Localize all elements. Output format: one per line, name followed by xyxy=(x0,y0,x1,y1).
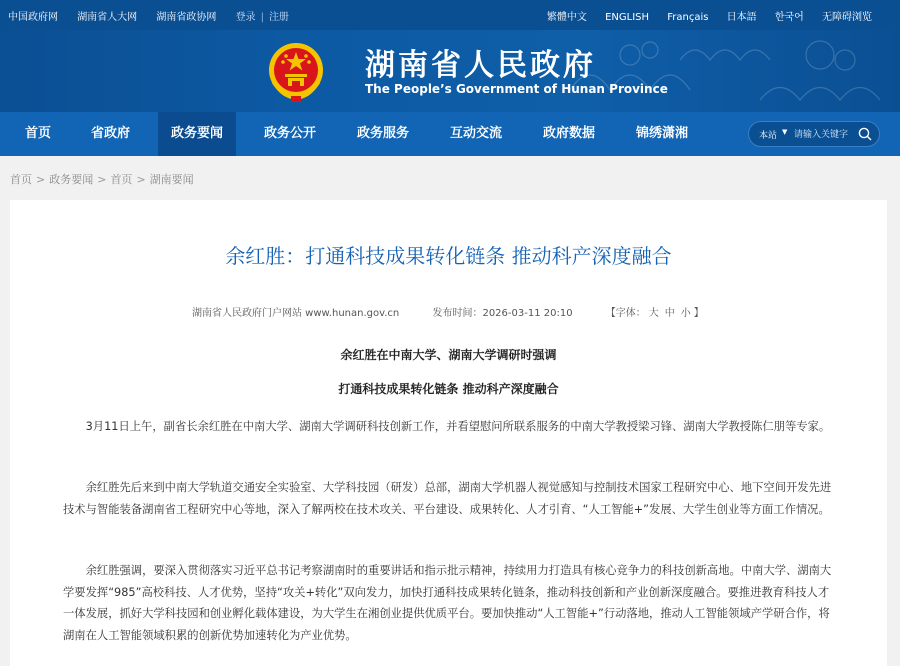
font-size-medium-button[interactable]: 中 xyxy=(664,308,675,319)
top-links xyxy=(8,8,305,23)
breadcrumb xyxy=(10,171,194,187)
search-scope-select[interactable]: 本站 xyxy=(759,131,778,141)
link-cppcc-hunan[interactable]: 湖南省政协网 xyxy=(156,12,217,23)
lang-japanese[interactable]: 日本語 xyxy=(726,12,757,23)
nav-government-data[interactable]: 政府数据 xyxy=(543,126,596,141)
breadcrumb-separator: > xyxy=(97,173,107,186)
lang-english[interactable]: ENGLISH xyxy=(605,12,650,23)
accessibility-link[interactable]: 无障碍浏览 xyxy=(822,12,872,23)
search-input[interactable] xyxy=(794,127,860,142)
article-paragraph-1: 3月11日上午，副省长余红胜在中南大学、湖南大学调研科技创新工作，并看望慰问所联系服务的中南大学教授梁习锋、湖南大学教授陈仁朋等专家。 xyxy=(85,420,831,433)
font-size-large-button[interactable]: 大 xyxy=(648,308,659,319)
article-container xyxy=(10,200,887,666)
login-link[interactable]: 登录 xyxy=(235,12,256,23)
lang-french[interactable]: Français xyxy=(667,12,709,23)
search-icon[interactable] xyxy=(857,126,873,142)
font-size-label-end: 】 xyxy=(693,308,704,319)
breadcrumb-government-news[interactable]: 政务要闻 xyxy=(49,173,94,186)
article-source: 湖南省人民政府门户网站 www.hunan.gov.cn xyxy=(192,308,400,319)
divider: | xyxy=(260,12,264,23)
link-gov-cn[interactable]: 中国政府网 xyxy=(8,12,58,23)
breadcrumb-separator: > xyxy=(136,173,146,186)
publish-time: 2026-03-11 20:10 xyxy=(482,308,573,319)
article-paragraph-2: 余红胜先后来到中南大学轨道交通安全实验室、大学科技园（研发）总部，湖南大学机器人视觉感知与控制技术国家工程研究中心、地下空间开发先进技术与智能装备湖南省工程研究中心等地，深入了解两校在技术攻关、平台建设、成果转化、人才引育、“人工智能+”发展、大学生创业等方面工作情况。 xyxy=(63,481,832,516)
site-subtitle: The People’s Government of Hunan Province xyxy=(365,82,668,96)
article-subhead-2: 打通科技成果转化链条 推动科产深度融合 xyxy=(338,382,559,396)
caret-down-icon[interactable]: ▼ xyxy=(782,128,788,136)
article-title: 余红胜：打通科技成果转化链条 推动科产深度融合 xyxy=(225,244,672,268)
nav-government-news[interactable]: 政务要闻 xyxy=(158,112,236,156)
nav-government-services[interactable]: 政务服务 xyxy=(357,126,410,141)
register-link[interactable]: 注册 xyxy=(268,12,289,23)
nav-scenic-hunan[interactable]: 锦绣潇湘 xyxy=(636,126,689,141)
nav-provincial-government[interactable]: 省政府 xyxy=(91,126,131,141)
national-emblem-icon xyxy=(265,40,327,104)
breadcrumb-hunan-news[interactable]: 湖南要闻 xyxy=(149,173,194,186)
font-size-small-button[interactable]: 小 xyxy=(680,308,691,319)
link-npc-hunan[interactable]: 湖南省人大网 xyxy=(77,12,138,23)
breadcrumb-home-2[interactable]: 首页 xyxy=(110,173,133,186)
article-subhead-1: 余红胜在中南大学、湖南大学调研时强调 xyxy=(340,348,557,362)
font-size-label: 【字体： xyxy=(605,308,646,319)
publish-label: 发布时间： xyxy=(432,308,483,319)
lang-traditional-chinese[interactable]: 繁體中文 xyxy=(546,12,587,23)
top-bar xyxy=(0,0,900,30)
article-paragraph-3: 余红胜强调，要深入贯彻落实习近平总书记考察湖南时的重要讲话和指示批示精神，持续用力打造具有核心竞争力的科技创新高地。中南大学、湖南大学要发挥“985”高校科技、人才优势，坚持“攻关+转化”双向发力，加快打通科技成果转化链条，推动科技创新和产业创新深度融合。要推进教育科技人才一体发展，抓好大学科技园和创业孵化载体建设，为大学生在湘创业提供优质平台。要加快推动“人工智能+”行动落地，推动人工智能领域产学研合作，将湖南在人工智能领域积累的创新优势加速转化为产业优势。 xyxy=(63,564,832,642)
nav-government-disclosure[interactable]: 政务公开 xyxy=(264,126,317,141)
language-links xyxy=(532,8,872,23)
article-meta xyxy=(192,304,704,319)
search-box xyxy=(748,121,880,147)
nav-home[interactable]: 首页 xyxy=(25,126,52,141)
site-title: 湖南省人民政府 xyxy=(365,48,596,83)
nav-interaction[interactable]: 互动交流 xyxy=(450,126,503,141)
lang-korean[interactable]: 한국어 xyxy=(774,12,804,23)
cloud-pattern-decoration xyxy=(560,30,900,112)
breadcrumb-home[interactable]: 首页 xyxy=(10,173,32,186)
breadcrumb-separator: > xyxy=(36,173,46,186)
